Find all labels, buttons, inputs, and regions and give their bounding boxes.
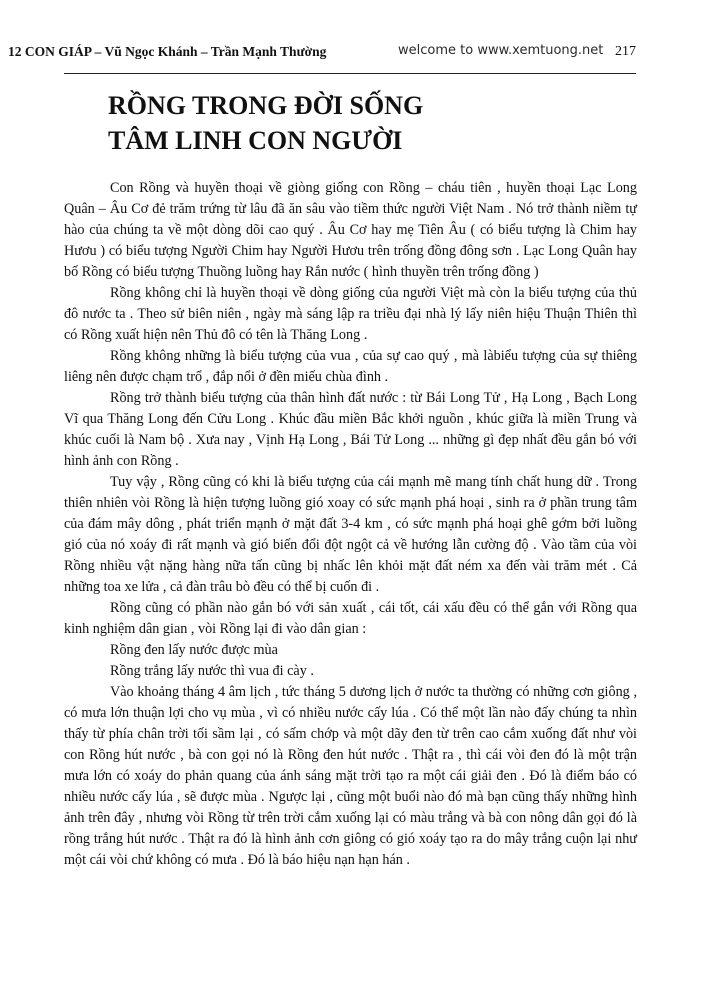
header-divider — [64, 73, 636, 74]
title-line-2: TÂM LINH CON NGƯỜI — [108, 126, 403, 155]
paragraph: Rồng cũng có phần nào gắn bó với sản xuất , cái tốt, cái xấu đều có thể gắn với Rồng qua kinh nghiệm dân gian , vòi Rồng lại đi vào dân gian : — [64, 600, 637, 637]
website-link[interactable]: welcome to www.xemtuong.net — [398, 43, 604, 58]
paragraph: Rồng không những là biểu tượng của vua , của sự cao quý , mà làbiểu tượng của sự thiêng liêng nên được chạm trổ , đắp nổi ở đền miếu chùa đình . — [64, 348, 637, 385]
page-number: 217 — [615, 44, 636, 59]
paragraph: Vào khoảng tháng 4 âm lịch , tức tháng 5 dương lịch ở nước ta thường có những cơn giông , có mưa lớn thuận lợi cho vụ mùa , vì có nhiều nước cấy lúa . Có thể một lần nào đấy chúng ta nhìn thấy từ phía chân trời tối sầm lại , có sấm chớp và một dãy đen từ trên cao cắm xuống đất như vòi con Rồng hút nước , bà con gọi nó là Rồng đen hút nước . Thật ra , thì cái vòi đen đó là một trận mưa lớn có xoáy do phản quang của ánh sáng mặt trời tạo ra một cái giải đen . Đó là điểm báo có nhiều nước cấy lúa , sẽ được mùa . Ngược lại , cũng một buổi nào đó mà bạn cũng thấy những hình ảnh trên đây , nhưng vòi Rồng từ trên trời cắm xuống lại có màu trắng và bà con nông dân gọi đó là rồng trắng hút nước . Thật ra đó là hình ảnh cơn giông có gió xoáy tạo ra do mây trắng cuộn lại như một cái vòi chứ không có mưa . Đó là báo hiệu nạn hạn hán . — [64, 684, 637, 868]
paragraph: Rồng không chỉ là huyền thoại về dòng giống của người Việt mà còn la biểu tượng của thủ đô nước ta . Theo sử biên niên , ngày mà sáng lập ra triều đại nhà lý lấy niên hiệu Thuận Thiên thì có Rồng xuất hiện nên Thủ đô có tên là Thăng Long . — [64, 285, 637, 343]
folk-verse-line: Rồng trắng lấy nước thì vua đi cày . — [110, 663, 314, 679]
article-title — [108, 88, 608, 158]
title-line-1: RỒNG TRONG ĐỜI SỐNG — [108, 91, 424, 120]
article-body — [64, 178, 637, 871]
page-header — [8, 44, 638, 64]
book-title: 12 CON GIÁP – Vũ Ngọc Khánh – Trần Mạnh Thường — [8, 44, 327, 59]
paragraph: Tuy vậy , Rồng cũng có khi là biểu tượng của cái mạnh mẽ mang tính chất hung dữ . Trong thiên nhiên vòi Rồng là hiện tượng luồng gió xoay có sức mạnh phá hoại , sinh ra ở phần trung tâm của đám mây dông , phát triển mạnh ở mặt đất 3-4 km , có sức mạnh phá hoại ghê gớm bởi luồng gió của nó xoáy đi rất mạnh và gió biến đổi đột ngột cả về hướng lẫn cường độ . Vào tầm của vòi Rồng nhiều vật nặng hàng nữa tấn cũng bị nhấc lên khỏi mặt đất ném xa đến vài trăm mét . Cả những toa xe lửa , cả đàn trâu bò đều có thể bị cuốn đi . — [64, 474, 637, 595]
paragraph: Con Rồng và huyền thoại về giòng giống con Rồng – cháu tiên , huyền thoại Lạc Long Quân – Âu Cơ đẻ trăm trứng từ lâu đã ăn sâu vào tiềm thức người Việt Nam . Nó trở thành niềm tự hào của chúng ta về một dòng dõi cao quý . Âu Cơ hay mẹ Tiên Âu ( có biểu tượng là Chim hay Hươu ) có biểu tượng Người Chim hay Người Hươu trên trống đồng đông sơn . Lạc Long Quân hay bố Rồng có biểu tượng Thuồng luồng hay Rắn nước ( hình thuyền trên trống đồng ) — [64, 180, 637, 280]
paragraph: Rồng trở thành biểu tượng của thân hình đất nước : từ Bái Long Tử , Hạ Long , Bạch Long Vĩ qua Thăng Long đến Cửu Long . Khúc đầu miền Bắc khởi nguồn , khúc giữa là miền Trung và khúc cuối là Nam bộ . Xưa nay , Vịnh Hạ Long , Bái Tử Long ... những gì đẹp nhất đều gắn bó với hình ảnh con Rồng . — [64, 390, 637, 469]
folk-verse-line: Rồng đen lấy nước được mùa — [110, 642, 278, 658]
